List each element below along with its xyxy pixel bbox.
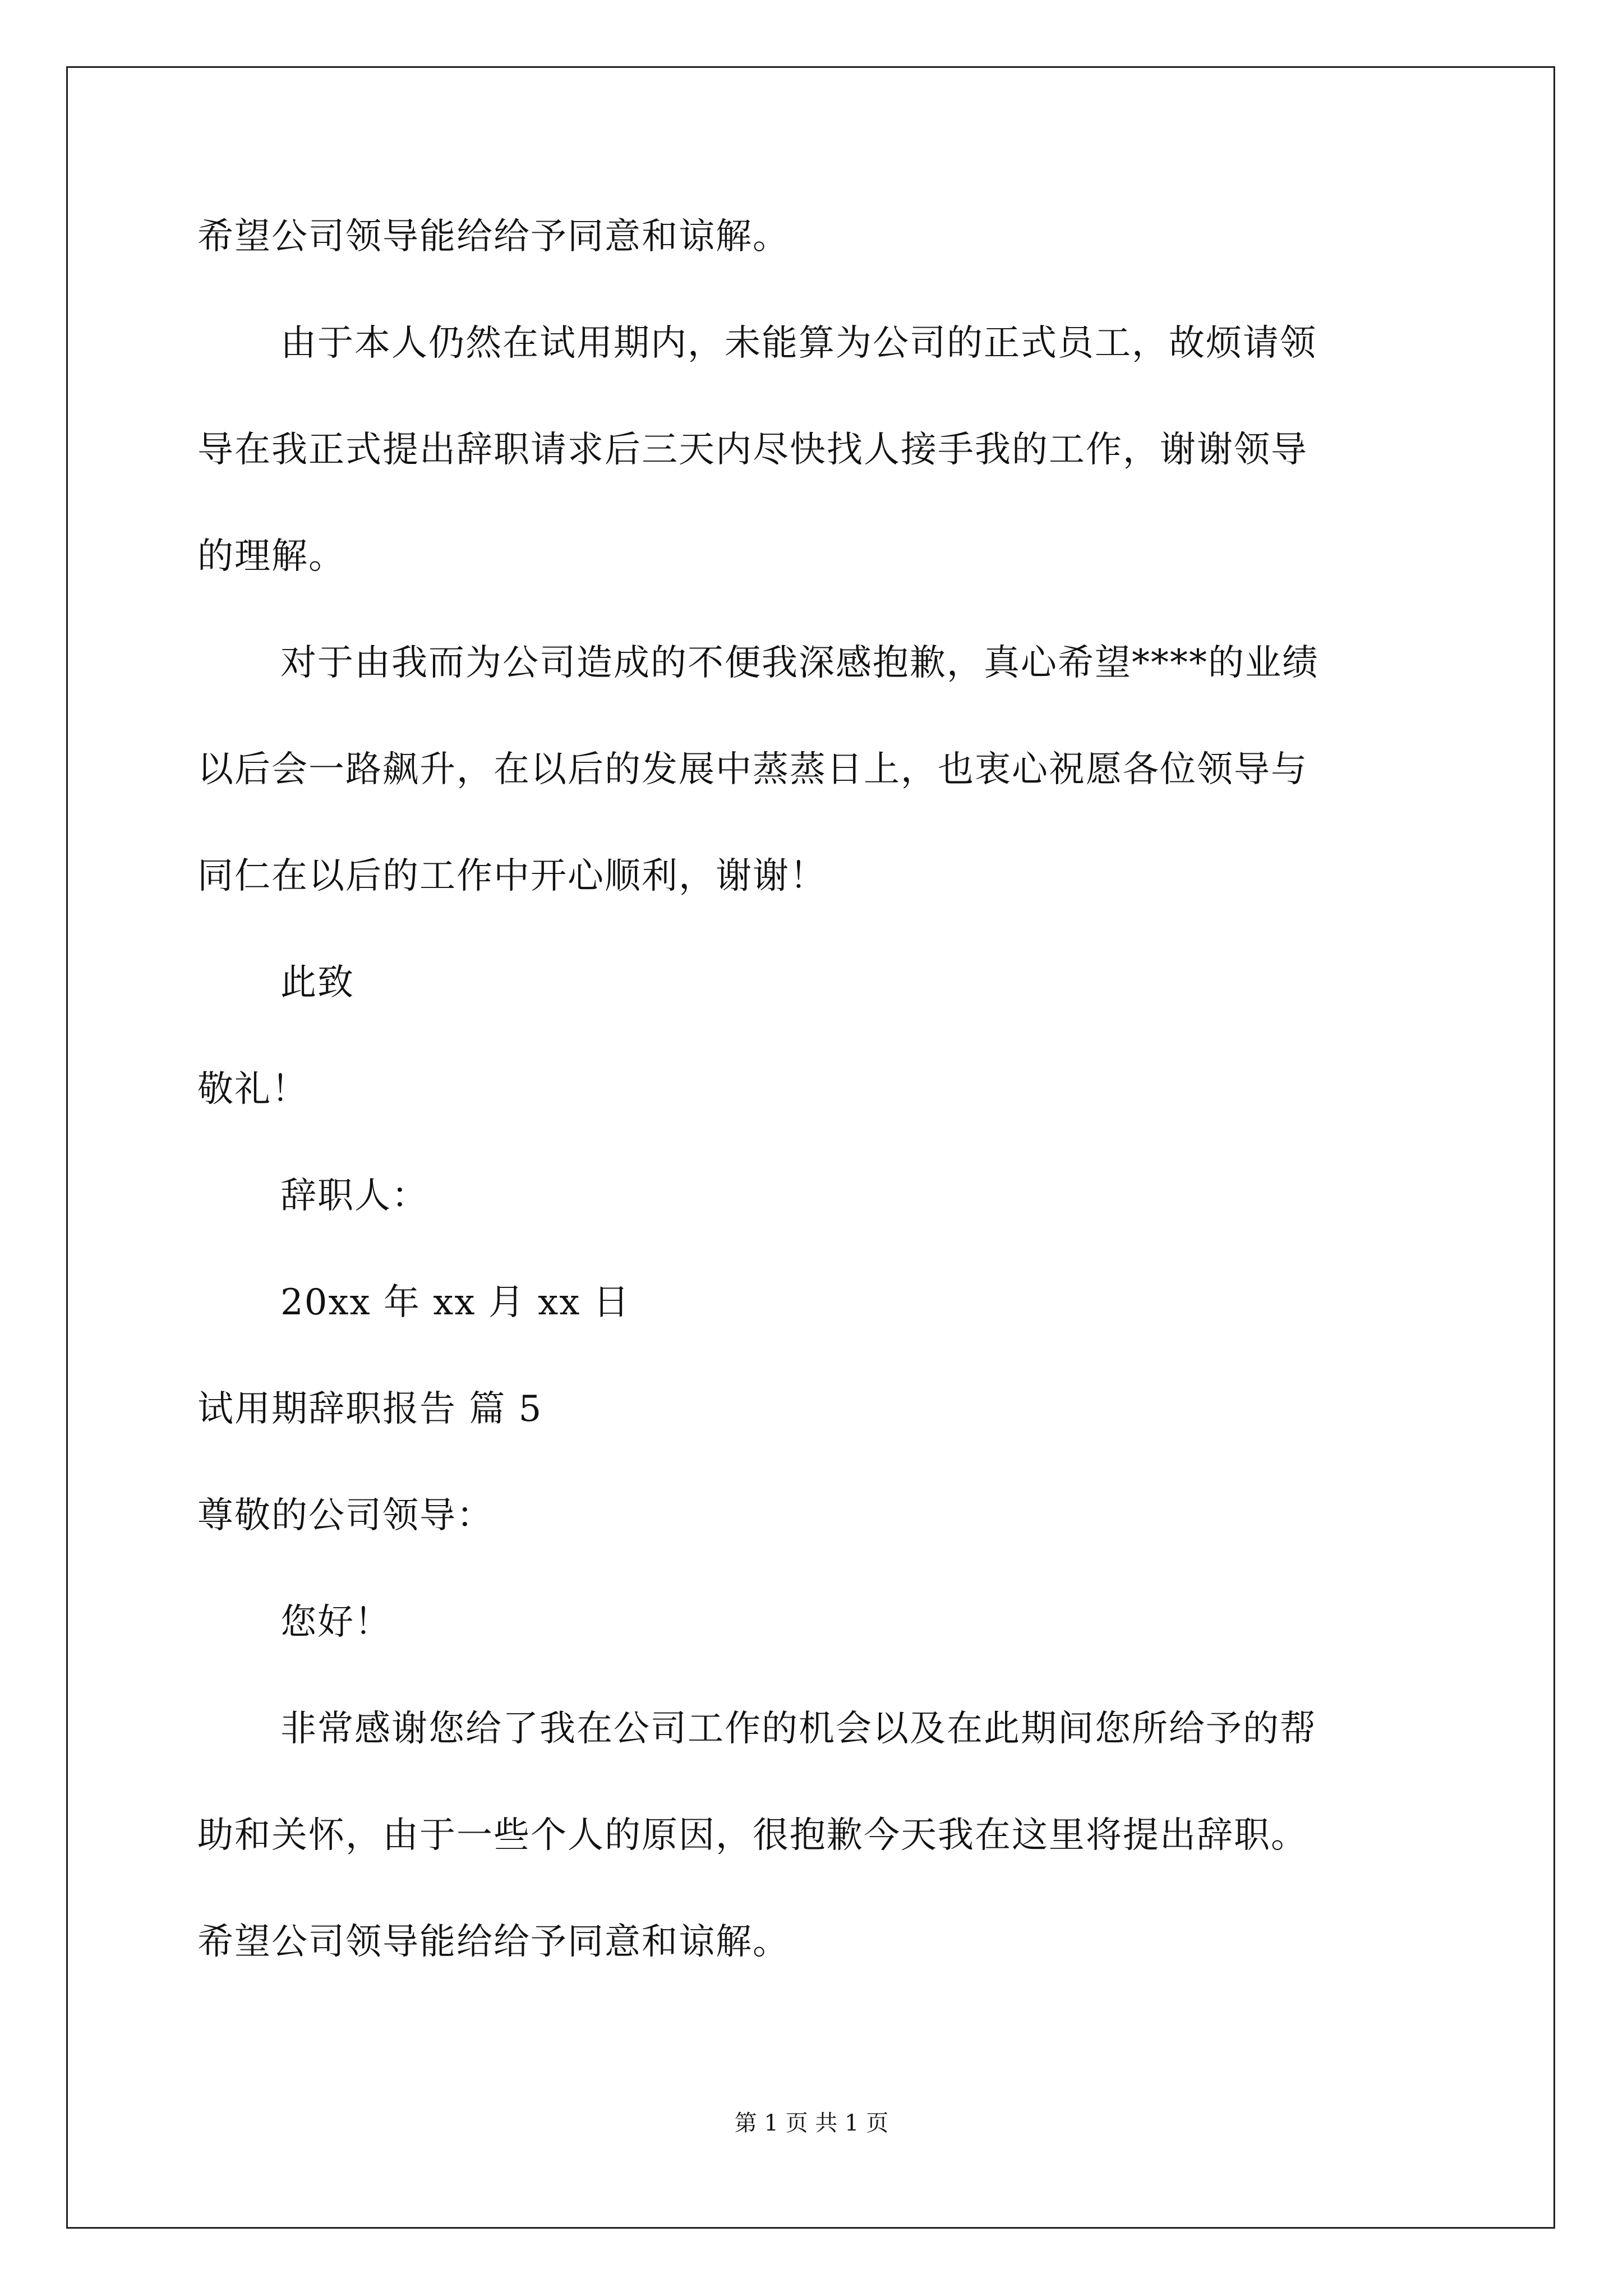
page-footer: 第 1 页 共 1 页 [734, 2110, 889, 2136]
text-line-16: 助和关怀，由于一些个人的原因，很抱歉今天我在这里将提出辞职。 [197, 1815, 1308, 1856]
text-line-7: 同仁在以后的工作中开心顺利，谢谢！ [197, 855, 827, 897]
text-line-1: 希望公司领导能给给予同意和谅解。 [197, 216, 790, 257]
regards: 敬礼！ [197, 1069, 308, 1110]
resigner-label: 辞职人： [280, 1175, 428, 1217]
greeting: 您好！ [280, 1602, 391, 1643]
page-border [66, 66, 1555, 2229]
date-line: 20xx 年 xx 月 xx 日 [280, 1282, 630, 1323]
text-line-17: 希望公司领导能给给予同意和谅解。 [197, 1921, 790, 1963]
text-line-2: 由于本人仍然在试用期内，未能算为公司的正式员工，故烦请领 [280, 323, 1317, 364]
text-line-5: 对于由我而为公司造成的不便我深感抱歉，真心希望****的业绩 [280, 642, 1319, 684]
section-title: 试用期辞职报告 篇 5 [197, 1388, 543, 1430]
salutation-close: 此致 [280, 962, 354, 1004]
text-line-15: 非常感谢您给了我在公司工作的机会以及在此期间您所给予的帮 [280, 1708, 1317, 1750]
text-line-4: 的理解。 [197, 536, 345, 577]
text-line-3: 导在我正式提出辞职请求后三天内尽快找人接手我的工作，谢谢领导 [197, 429, 1308, 471]
text-line-6: 以后会一路飙升，在以后的发展中蒸蒸日上，也衷心祝愿各位领导与 [197, 749, 1308, 790]
greeting-recipient: 尊敬的公司领导： [197, 1495, 494, 1536]
